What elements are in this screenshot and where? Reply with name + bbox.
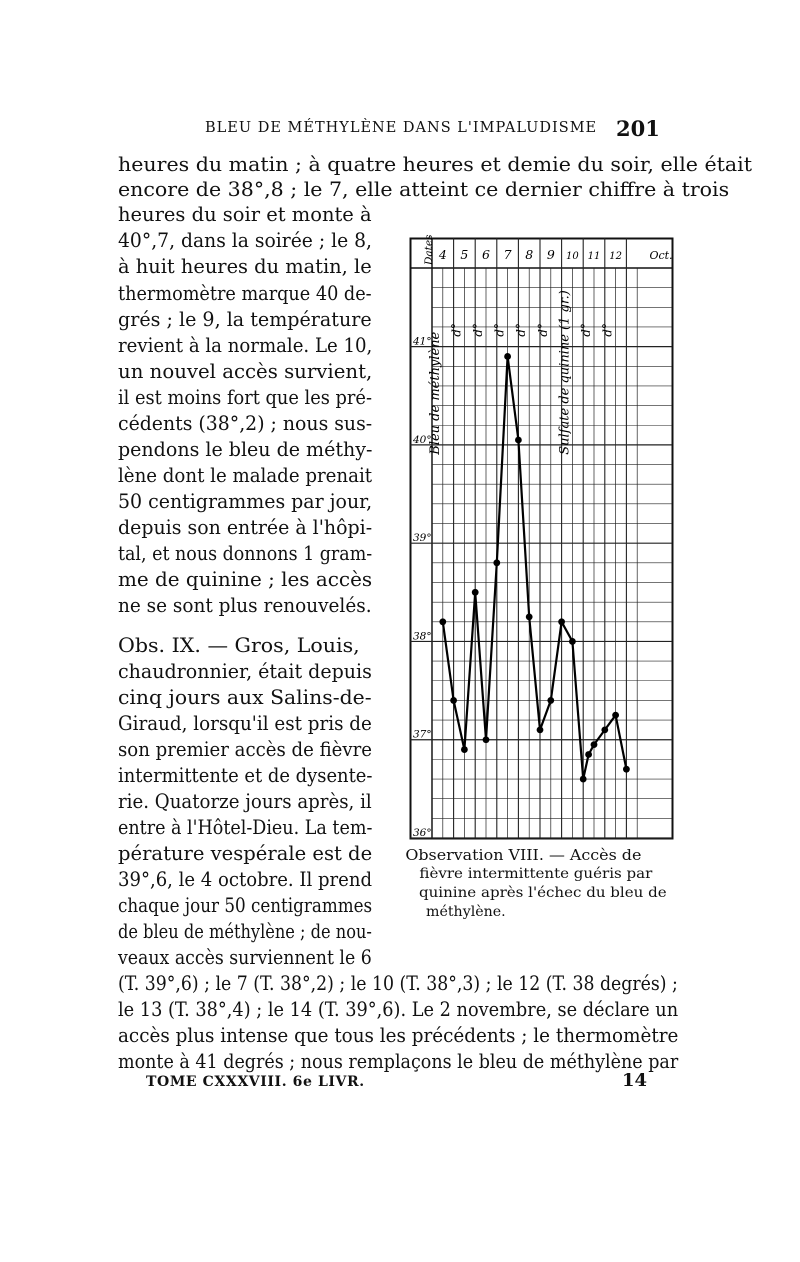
- ditto-mark: d°: [449, 323, 464, 337]
- temperature-point: [585, 751, 592, 758]
- temperature-point: [483, 736, 490, 743]
- temperature-point: [601, 726, 608, 733]
- text-line: depuis son entrée à l'hôpi-: [118, 516, 373, 539]
- text-line: 50 centigrammes par jour,: [118, 490, 373, 513]
- y-tick-label: 37°: [413, 728, 432, 741]
- temperature-chart: [410, 234, 674, 840]
- text-line: pérature vespérale est de: [118, 842, 373, 865]
- temperature-point: [537, 726, 544, 733]
- temperature-point: [547, 697, 554, 704]
- temperature-point: [569, 638, 576, 645]
- signature-mark: TOME CXXXVIII. 6e LIVR.: [146, 1074, 365, 1090]
- text-line: entre à l'Hôtel-Dieu. La tem-: [118, 816, 373, 839]
- month-label: Oct.: [649, 249, 673, 262]
- ditto-mark: d°: [579, 323, 593, 337]
- text-line: veaux accès surviennent le 6: [118, 946, 372, 969]
- text-line: pendons le bleu de méthy-: [118, 438, 373, 461]
- date-label: 4: [438, 247, 447, 262]
- date-label: 9: [546, 247, 555, 262]
- y-tick-label: 40°: [413, 433, 432, 446]
- text-line: cédents (38°,2) ; nous sus-: [118, 412, 373, 435]
- text-line: un nouvel accès survient,: [118, 360, 373, 383]
- temperature-point: [591, 741, 598, 748]
- temperature-point: [580, 776, 587, 783]
- text-line: heures du soir et monte à: [118, 203, 372, 226]
- temperature-point: [493, 559, 500, 566]
- temperature-point: [515, 437, 522, 444]
- temperature-point: [558, 618, 565, 625]
- ditto-mark: d°: [535, 323, 550, 337]
- text-line: 40°,7, dans la soirée ; le 8,: [118, 229, 373, 252]
- date-label: 10: [566, 251, 579, 262]
- running-title: BLEU DE MÉTHYLÈNE DANS L'IMPALUDISME: [205, 120, 598, 136]
- temperature-chart-svg: [410, 234, 674, 840]
- text-line: rie. Quatorze jours après, il: [118, 790, 372, 813]
- text-line: chaudronnier, était depuis: [118, 660, 372, 683]
- date-label: 6: [482, 247, 490, 262]
- page-number: 201: [616, 116, 660, 141]
- page-footer: [0, 1070, 800, 1094]
- temperature-point: [472, 589, 479, 596]
- ditto-mark: d°: [514, 323, 529, 337]
- treatment-label: Sulfate de quinine (1 gr.): [557, 290, 573, 455]
- y-tick-label: 38°: [413, 630, 432, 643]
- ditto-mark: d°: [600, 323, 615, 337]
- text-line: (T. 39°,6) ; le 7 (T. 38°,2) ; le 10 (T. 38°,3) ; le 12 (T. 38 degrés) ;: [118, 972, 678, 995]
- temperature-point: [439, 618, 446, 625]
- temperature-line: [443, 356, 627, 779]
- text-line: intermittente et de dysente-: [118, 764, 373, 787]
- date-label: 12: [609, 251, 622, 262]
- dates-corner-label: Dates: [423, 234, 435, 265]
- text-line: monte à 41 degrés ; nous remplaçons le bleu de méthylène par: [118, 1050, 679, 1073]
- text-line: lène dont le malade prenait: [118, 464, 373, 487]
- date-label: 7: [503, 247, 512, 262]
- text-line: ne se sont plus renouvelés.: [118, 594, 372, 617]
- text-line: à huit heures du matin, le: [118, 255, 372, 278]
- ditto-mark: d°: [492, 323, 507, 337]
- text-line: il est moins fort que les pré-: [118, 386, 372, 409]
- text-line: thermomètre marque 40 de-: [118, 282, 372, 305]
- y-tick-label: 41°: [413, 335, 432, 348]
- temperature-point: [461, 746, 468, 753]
- temperature-point: [450, 697, 457, 704]
- text-line: tal, et nous donnons 1 gram-: [118, 542, 373, 565]
- text-line: heures du matin ; à quatre heures et demie du soir, elle était: [118, 153, 752, 176]
- temperature-point: [623, 766, 630, 773]
- temperature-point: [504, 353, 511, 360]
- caption-line: quinine après l'échec du bleu de: [418, 885, 667, 901]
- date-label: 8: [525, 247, 534, 262]
- text-line: Giraud, lorsqu'il est pris de: [118, 712, 372, 735]
- text-line: de bleu de méthylène ; de nou-: [118, 920, 372, 943]
- ditto-mark: d°: [471, 323, 485, 337]
- text-line: cinq jours aux Salins-de-: [118, 686, 372, 709]
- text-line: revient à la normale. Le 10,: [118, 334, 373, 357]
- running-head: [0, 118, 800, 140]
- caption-line: méthylène.: [426, 904, 506, 920]
- y-tick-label: 39°: [413, 532, 432, 545]
- treatment-label: Bleu de méthylène: [427, 331, 443, 455]
- y-tick-label: 36°: [413, 827, 432, 839]
- text-line: grés ; le 9, la température: [118, 308, 372, 331]
- text-line: chaque jour 50 centigrammes: [118, 894, 373, 917]
- temperature-point: [526, 613, 533, 620]
- text-line: 39°,6, le 4 octobre. Il prend: [118, 868, 372, 891]
- text-line: son premier accès de fièvre: [118, 738, 373, 761]
- text-line: Obs. IX. — Gros, Louis,: [118, 634, 360, 657]
- date-label: 11: [587, 251, 601, 262]
- text-line: le 13 (T. 38°,4) ; le 14 (T. 39°,6). Le 2 novembre, se déclare un: [118, 998, 679, 1021]
- signature-number: 14: [622, 1070, 648, 1091]
- caption-line: Observation VIII. — Accès de: [405, 846, 642, 864]
- text-line: me de quinine ; les accès: [118, 568, 373, 591]
- caption-line: fièvre intermittente guéris par: [419, 866, 653, 882]
- date-label: 5: [460, 247, 469, 262]
- text-line: accès plus intense que tous les précédents ; le thermomètre: [118, 1024, 679, 1047]
- temperature-point: [612, 712, 619, 719]
- text-line: encore de 38°,8 ; le 7, elle atteint ce dernier chiffre à trois: [118, 178, 730, 201]
